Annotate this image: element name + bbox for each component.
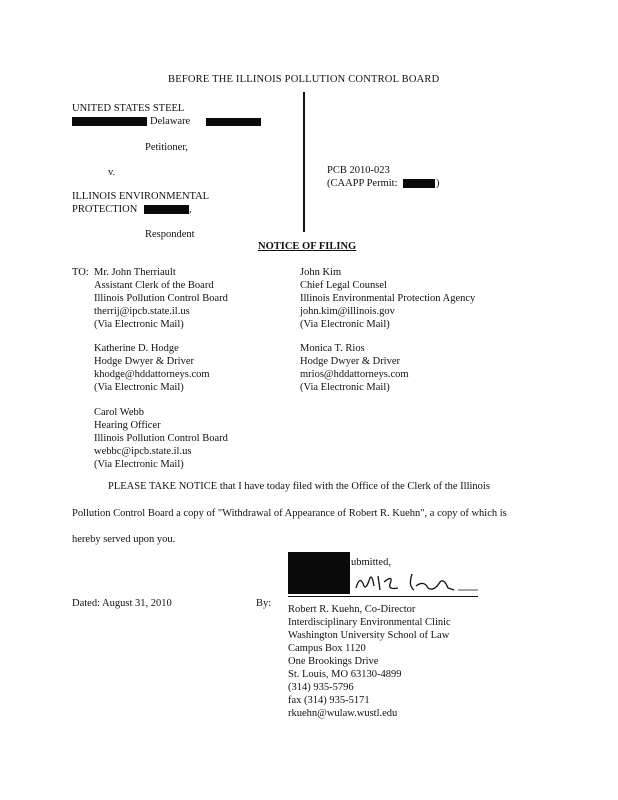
recipient-kim	[300, 266, 475, 331]
by-label: By:	[256, 598, 272, 609]
notice-body-line2: Pollution Control Board a copy of "Withdrawal of Appearance of Robert R. Kuehn", a copy of which is	[72, 508, 507, 519]
recipient-line: John Kim	[300, 267, 342, 278]
recipient-line: Katherine D. Hodge	[94, 343, 179, 354]
caption-divider	[303, 92, 305, 232]
recipient-line: Carol Webb	[94, 407, 144, 418]
respondent-name-line1: ILLINOIS ENVIRONMENTAL	[72, 191, 210, 202]
respectfully-submitted: ubmitted,	[351, 557, 391, 568]
signer-line: Interdisciplinary Environmental Clinic	[288, 617, 451, 628]
recipient-delivery: (Via Electronic Mail)	[300, 382, 390, 393]
petitioner-role: Petitioner,	[145, 142, 189, 153]
signer-line: St. Louis, MO 63130-4899	[288, 669, 402, 680]
petitioner-name: UNITED STATES STEEL	[72, 103, 185, 114]
recipient-line: Illinois Pollution Control Board	[94, 433, 228, 444]
redaction-block	[72, 117, 147, 126]
recipient-line: Hearing Officer	[94, 420, 161, 431]
recipient-line: Hodge Dwyer & Driver	[94, 356, 195, 367]
dated-line: Dated: August 31, 2010	[72, 598, 172, 609]
signer-block	[288, 603, 451, 720]
recipient-delivery: (Via Electronic Mail)	[94, 382, 184, 393]
permit-label-end: )	[436, 178, 440, 189]
signer-phone: (314) 935-5796	[288, 682, 354, 693]
recipient-email: khodge@hddattorneys.com	[94, 369, 210, 380]
recipient-webb	[94, 406, 228, 471]
signer-line: Washington University School of Law	[288, 630, 450, 641]
notice-title: NOTICE OF FILING	[258, 241, 357, 252]
notice-body-line3: hereby served upon you.	[72, 534, 176, 545]
signer-fax: fax (314) 935-5171	[288, 695, 370, 706]
recipient-line: Mr. John Therriault	[94, 267, 176, 278]
recipient-email: john.kim@illinois.gov	[300, 306, 395, 317]
recipient-therriault	[94, 266, 228, 331]
signer-line: Campus Box 1120	[288, 643, 366, 654]
redaction-block	[206, 118, 261, 126]
signer-line: One Brookings Drive	[288, 656, 379, 667]
respondent-role: Respondent	[145, 229, 195, 240]
redaction-block	[403, 179, 435, 188]
redaction-block	[288, 552, 350, 594]
recipient-line: Chief Legal Counsel	[300, 280, 387, 291]
recipient-rios	[300, 342, 409, 394]
recipient-line: Illinois Pollution Control Board	[94, 293, 228, 304]
recipient-delivery: (Via Electronic Mail)	[94, 459, 184, 470]
recipient-line: Monica T. Rios	[300, 343, 365, 354]
recipient-email: mrios@hddattorneys.com	[300, 369, 409, 380]
to-label: TO:	[72, 267, 89, 278]
recipient-delivery: (Via Electronic Mail)	[94, 319, 184, 330]
recipient-line: Assistant Clerk of the Board	[94, 280, 214, 291]
redaction-block	[144, 205, 189, 214]
case-number: PCB 2010-023	[327, 165, 390, 176]
notice-body-line1: PLEASE TAKE NOTICE that I have today filed with the Office of the Clerk of the Illinois	[108, 481, 490, 492]
handwritten-signature	[350, 568, 485, 598]
signer-name: Robert R. Kuehn, Co-Director	[288, 604, 416, 615]
signature-line	[288, 596, 478, 597]
versus-label: v.	[108, 167, 116, 178]
recipient-line: Illinois Environmental Protection Agency	[300, 293, 476, 304]
recipient-email: therrij@ipcb.state.il.us	[94, 306, 190, 317]
page-title: BEFORE THE ILLINOIS POLLUTION CONTROL BOARD	[168, 74, 440, 85]
recipient-email: webbc@ipcb.state.il.us	[94, 446, 192, 457]
recipient-delivery: (Via Electronic Mail)	[300, 319, 390, 330]
recipient-hodge	[94, 342, 210, 394]
respondent-name-line2: PROTECTION	[72, 204, 138, 215]
signer-email: rkuehn@wulaw.wustl.edu	[288, 708, 398, 719]
permit-label: (CAAPP Permit:	[327, 178, 398, 189]
recipient-line: Hodge Dwyer & Driver	[300, 356, 401, 367]
respondent-name-line2-end: ,	[189, 204, 192, 215]
petitioner-suffix: Delaware	[150, 116, 191, 127]
